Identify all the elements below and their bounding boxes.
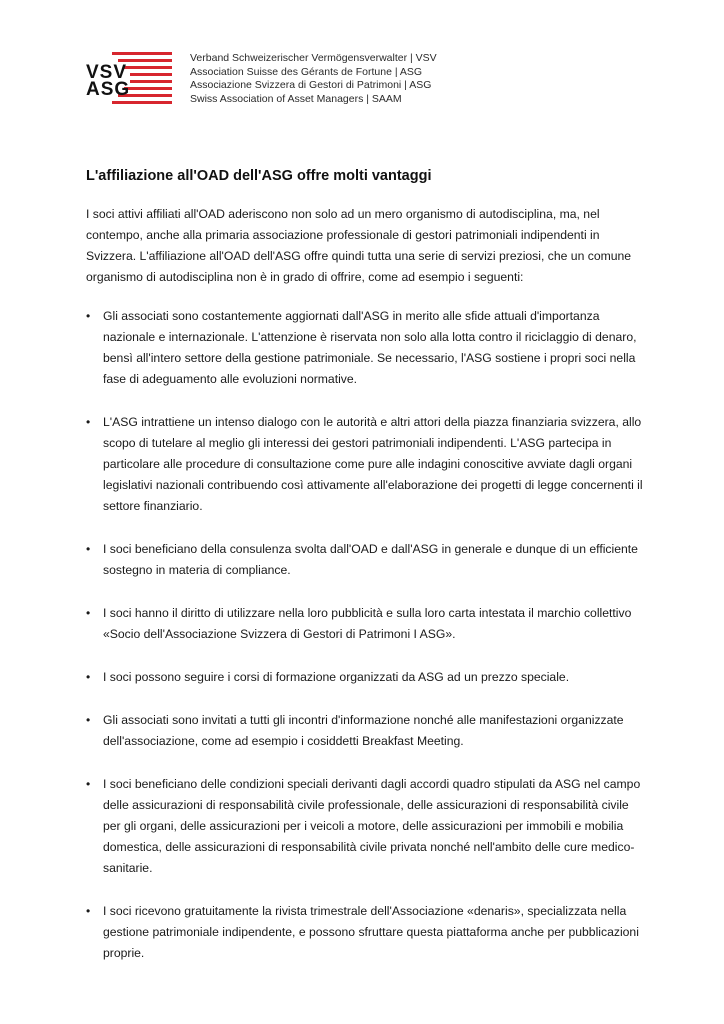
bullet-icon: • xyxy=(86,713,91,727)
list-item-text: Gli associati sono costantemente aggiornati dall'ASG in merito alle sfide attuali d'importanza nazionale e internazionale. L'attenzione è riservata non solo alla lotta contro il riciclaggio di denaro, bensì all'intero settore della gestione patrimoniale. Se necessario, l'ASG sostiene i propri soci nella fase di adeguamento alle evoluzioni normative. xyxy=(103,309,637,386)
list-item xyxy=(86,667,646,688)
list-item xyxy=(86,603,646,645)
list-item-text: Gli associati sono invitati a tutti gli incontri d'informazione nonché alle manifestazioni organizzate dell'associazione, come ad esempio i cosiddetti Breakfast Meeting. xyxy=(103,713,624,748)
list-item-text: I soci ricevono gratuitamente la rivista trimestrale dell'Associazione «denaris», specializzata nella gestione patrimoniale indipendente, e possono sfruttare questa piattaforma anche per pubblicazioni proprie. xyxy=(103,904,639,960)
benefits-list xyxy=(86,306,646,964)
list-item xyxy=(86,901,646,964)
bullet-icon: • xyxy=(86,777,91,791)
list-item xyxy=(86,710,646,752)
letterhead xyxy=(86,50,646,110)
logo-wordmark: VSV ASG xyxy=(86,62,131,100)
bullet-icon: • xyxy=(86,670,91,684)
list-item xyxy=(86,412,646,517)
bullet-icon: • xyxy=(86,904,91,918)
intro-paragraph: I soci attivi affiliati all'OAD aderiscono non solo ad un mero organismo di autodisciplina, ma, nel contempo, anche alla primaria associazione professionale di gestori patrimoniali indipendenti in Svizzera. L'affiliazione all'OAD dell'ASG offre quindi tutta una serie di servizi preziosi, che un comune organismo di autodisciplina non è in grado di offrire, come ad esempio i seguenti: xyxy=(86,207,632,284)
organization-name-line: Associazione Svizzera di Gestori di Patrimoni | ASG xyxy=(190,79,432,91)
organization-name-line: Swiss Association of Asset Managers | SAAM xyxy=(190,92,402,105)
document-body xyxy=(86,166,646,986)
list-item xyxy=(86,774,646,879)
organization-name-line: Association Suisse des Gérants de Fortune | ASG xyxy=(190,65,423,78)
list-item-text: I soci possono seguire i corsi di formazione organizzati da ASG ad un prezzo speciale. xyxy=(103,670,570,684)
bullet-icon: • xyxy=(86,606,91,620)
bullet-icon: • xyxy=(86,415,91,429)
vsv-asg-logo xyxy=(86,50,176,106)
document-title: L'affiliazione all'OAD dell'ASG offre molti vantaggi xyxy=(86,168,432,184)
list-item-text: I soci beneficiano delle condizioni speciali derivanti dagli accordi quadro stipulati da ASG nel campo delle assicurazioni di responsabilità civile professionale, delle assicurazioni di responsabilità civile per gli organi, delle assicurazioni per i veicoli a motore, delle assicurazioni per immobili e mobilia domestica, delle assicurazioni di responsabilità civile privata nonché nell'ambito delle cure medico-sanitarie. xyxy=(103,777,641,875)
list-item-text: I soci hanno il diritto di utilizzare nella loro pubblicità e sulla loro carta intestata il marchio collettivo «Socio dell'Associazione Svizzera di Gestori di Patrimoni I ASG». xyxy=(103,606,632,641)
list-item xyxy=(86,539,646,581)
organization-name-line: Verband Schweizerischer Vermögensverwalter | VSV xyxy=(190,52,437,64)
bullet-icon: • xyxy=(86,309,91,323)
list-item xyxy=(86,306,646,390)
bullet-icon: • xyxy=(86,542,91,556)
list-item-text: I soci beneficiano della consulenza svolta dall'OAD e dall'ASG in generale e dunque di un efficiente sostegno in materia di compliance. xyxy=(103,542,638,577)
organization-names xyxy=(190,52,437,106)
list-item-text: L'ASG intrattiene un intenso dialogo con le autorità e altri attori della piazza finanziaria svizzera, allo scopo di tutelare al meglio gli interessi dei gestori patrimoniali indipendenti. L'ASG partecipa in particolare alle procedure di consultazione come pure alle indagini conoscitive avviate dagli organi legislativi nazionali contribuendo così attivamente all'elaborazione dei progetti di legge concernenti il settore finanziario. xyxy=(103,415,643,513)
